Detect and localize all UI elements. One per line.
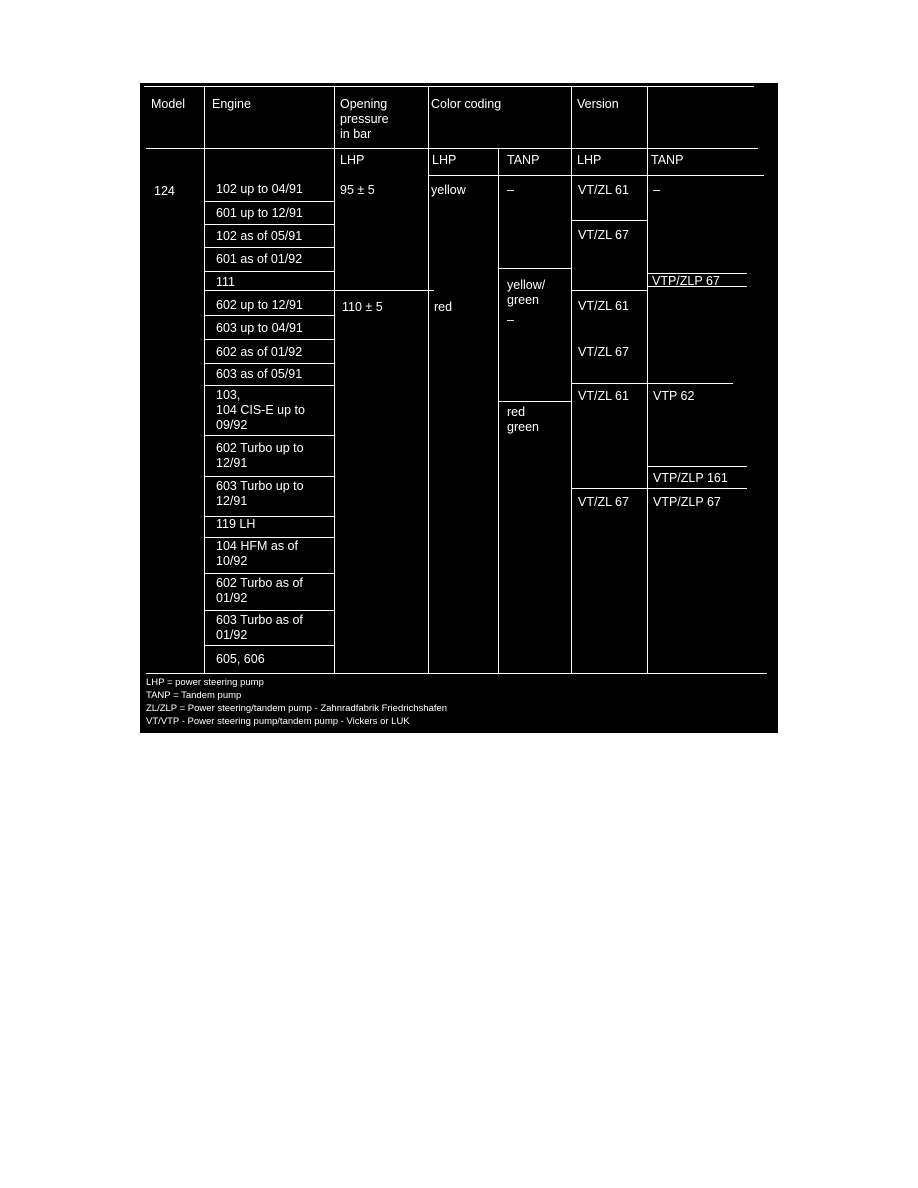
engine-cell: 102 as of 05/91 [216,229,303,243]
engine-cell: 602 Turbo up to 12/91 [216,441,304,470]
version-rule [571,220,647,221]
color-lhp-cell: red [434,300,453,314]
version-tanp-cell: – [653,183,660,197]
row-rule [204,573,334,574]
column-rule [428,86,429,673]
row-rule [204,224,334,225]
header-model: Model [151,97,186,111]
version-tanp-cell: VTP/ZLP 161 [653,471,728,485]
version-rule [647,488,747,489]
row-rule [204,476,334,477]
footnote-rule [146,673,767,674]
color-lhp-cell: yellow [431,183,466,197]
version-lhp-cell: VT/ZL 67 [578,228,629,242]
row-rule [204,610,334,611]
row-rule [204,271,334,272]
engine-cell: 601 as of 01/92 [216,252,303,266]
header-color-coding: Color coding [431,97,502,111]
version-rule [571,290,647,291]
engine-cell: 603 Turbo up to 12/91 [216,479,304,508]
row-rule [204,247,334,248]
subheader-color-lhp: LHP [432,153,457,167]
tanp-rule [498,401,571,402]
pressure-cell: 110 ± 5 [342,300,383,314]
color-tanp-cell: red green [507,405,539,434]
engine-cell: 603 as of 05/91 [216,367,303,381]
subheader-rule [428,175,764,176]
version-tanp-cell: VTP/ZLP 67 [653,495,721,509]
header-rule [146,148,758,149]
pressure-cell: 95 ± 5 [340,183,375,197]
row-rule [204,290,434,291]
tanp-rule [498,268,571,269]
row-rule [204,645,334,646]
engine-cell: 111 [216,275,236,289]
column-rule [334,86,335,673]
steering-pump-table [140,83,778,733]
footnote: VT/VTP - Power steering pump/tandem pump - Vickers or LUK [146,716,410,727]
version-lhp-cell: VT/ZL 61 [578,299,629,313]
engine-cell: 119 LH [216,517,256,531]
row-rule [204,537,334,538]
version-lhp-cell: VT/ZL 67 [578,495,629,509]
version-rule [647,466,747,467]
engine-cell: 603 Turbo as of 01/92 [216,613,303,642]
row-rule [204,339,334,340]
subheader-color-tanp: TANP [507,153,540,167]
model-value: 124 [154,184,175,198]
row-rule [204,385,334,386]
version-lhp-cell: VT/ZL 61 [578,183,629,197]
column-rule [204,86,205,673]
column-rule [571,86,572,673]
subheader-version-lhp: LHP [577,153,602,167]
version-lhp-cell: VT/ZL 61 [578,389,629,403]
header-version: Version [577,97,619,111]
version-tanp-cell: VTP 62 [653,389,695,403]
version-tanp-cell: VTP/ZLP 67 [652,274,720,288]
header-opening-pressure: Opening pressure in bar [340,97,389,141]
engine-cell: 602 as of 01/92 [216,345,303,359]
row-rule [204,363,334,364]
engine-cell: 602 up to 12/91 [216,298,303,312]
column-rule [498,148,499,673]
color-tanp-cell: – [507,183,514,197]
row-rule [204,315,334,316]
engine-cell: 102 up to 04/91 [216,182,303,196]
color-tanp-cell: yellow/ green [507,278,546,307]
header-engine: Engine [212,97,251,111]
engine-cell: 103, 104 CIS-E up to 09/92 [216,388,305,432]
row-rule [204,201,334,202]
engine-cell: 601 up to 12/91 [216,206,303,220]
column-rule [647,86,648,673]
version-rule [571,488,647,489]
version-lhp-cell: VT/ZL 67 [578,345,629,359]
footnote: ZL/ZLP = Power steering/tandem pump - Zahnradfabrik Friedrichshafen [146,703,448,714]
engine-cell: 605, 606 [216,652,265,666]
footnote: LHP = power steering pump [146,677,264,688]
engine-cell: 603 up to 04/91 [216,321,303,335]
version-rule [571,383,733,384]
engine-cell: 602 Turbo as of 01/92 [216,576,303,605]
subheader-pressure-lhp: LHP [340,153,365,167]
color-tanp-cell: – [507,313,514,327]
footnote: TANP = Tandem pump [146,690,242,701]
row-rule [204,435,334,436]
engine-cell: 104 HFM as of 10/92 [216,539,298,568]
table-top-rule [144,86,754,87]
subheader-version-tanp: TANP [651,153,684,167]
